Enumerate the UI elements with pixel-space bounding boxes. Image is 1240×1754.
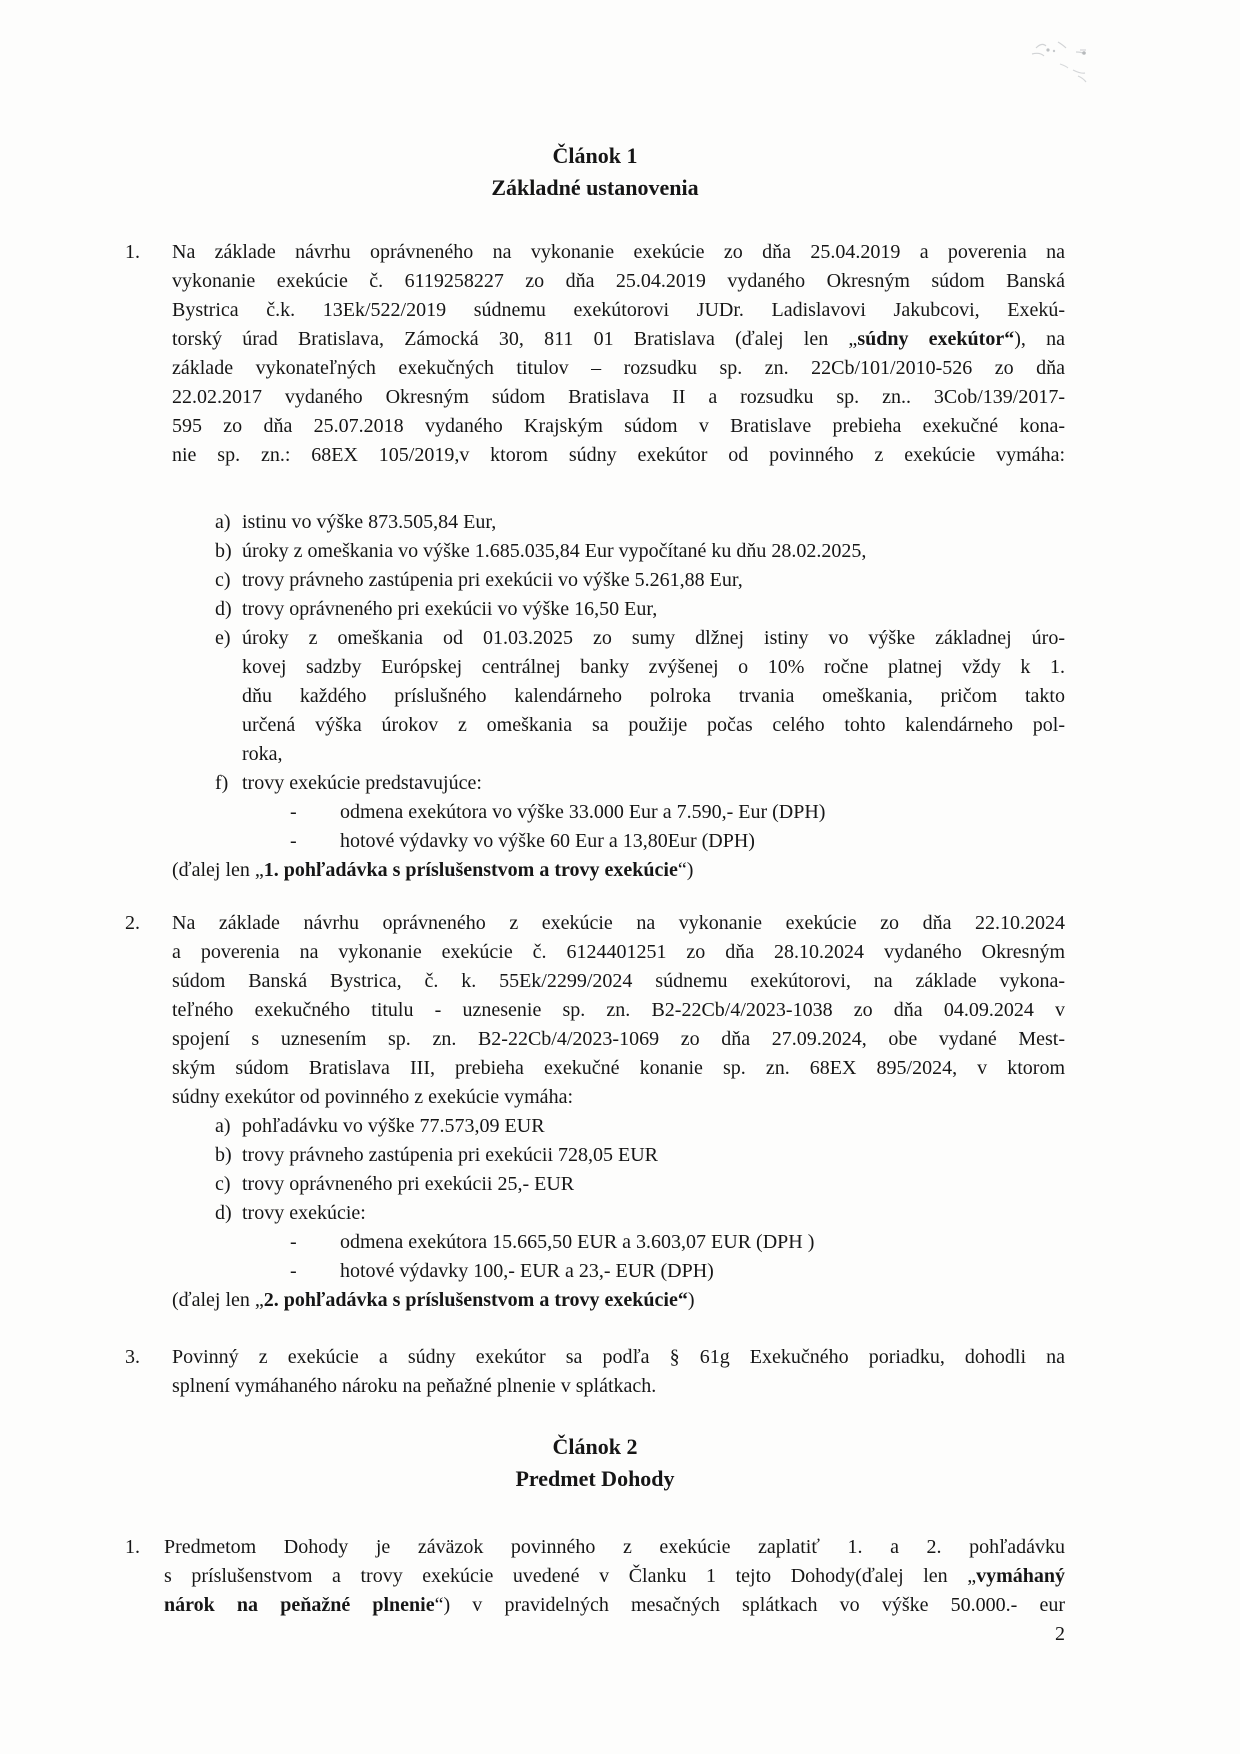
text-line: teľného exekučného titulu - uznesenie sp. zn. B2-22Cb/4/2023-1038 zo dňa 04.09.2024 v xyxy=(172,999,1065,1021)
text-run: “) xyxy=(677,859,694,881)
list-marker: b) xyxy=(215,540,232,562)
text-line: úroky z omeškania od 01.03.2025 zo sumy dlžnej istiny vo výške základnej úro- xyxy=(242,627,1065,649)
text-line: ským súdom Bratislava III, prebieha exekučné konanie sp. zn. 68EX 895/2024, v ktorom xyxy=(172,1057,1065,1079)
article1-paragraph-2 xyxy=(125,909,1065,1315)
list-marker: d) xyxy=(215,1202,232,1224)
list-item-d xyxy=(215,1199,1065,1228)
list-marker: e) xyxy=(215,627,231,649)
text-line: spojení s uznesením sp. zn. B2-22Cb/4/2023-1069 zo dňa 27.09.2024, obe vydané Mest- xyxy=(172,1028,1065,1050)
list-marker: b) xyxy=(215,1144,232,1166)
paragraph-number: 3. xyxy=(125,1346,140,1368)
list-marker: d) xyxy=(215,598,232,620)
list-item-text: trovy právneho zastúpenia pri exekúcii vo výške 5.261,88 Eur, xyxy=(242,569,743,591)
paragraph-body xyxy=(164,1533,1065,1620)
paragraph-body xyxy=(172,238,1065,885)
list-marker: c) xyxy=(215,1173,231,1195)
list-marker: a) xyxy=(215,511,231,533)
list-item-text: pohľadávku vo výške 77.573,09 EUR xyxy=(242,1115,545,1137)
paragraph-number: 1. xyxy=(125,1536,140,1558)
article2-subtitle: Predmet Dohody xyxy=(515,1466,675,1491)
text-line: dňu každého príslušného kalendárneho polroka trvania omeškania, pričom takto xyxy=(242,685,1065,707)
paragraph-body xyxy=(172,909,1065,1315)
text-run: (ďalej len „ xyxy=(172,859,264,881)
text-run: ), na xyxy=(1014,328,1065,350)
list-item-f xyxy=(215,769,1065,798)
text-line: a poverenia na vykonanie exekúcie č. 6124401251 zo dňa 28.10.2024 vydaného Okresným xyxy=(172,941,1065,963)
list-item-text: trovy oprávneného pri exekúcii vo výške 16,50 Eur, xyxy=(242,598,658,620)
dash-marker: - xyxy=(290,1231,297,1253)
text-line: základe vykonateľných exekučných titulov – rozsudku sp. zn. 22Cb/101/2010-526 zo dňa xyxy=(172,357,1065,379)
text-run: (ďalej len „ xyxy=(172,1289,264,1311)
paragraph-number: 2. xyxy=(125,912,140,934)
page-number: 2 xyxy=(1055,1623,1065,1645)
dash-item-text: hotové výdavky 100,- EUR a 23,- EUR (DPH) xyxy=(340,1260,714,1282)
bold-run-claim-2: 2. pohľadávka s príslušenstvom a trovy exekúcie“ xyxy=(263,1289,688,1311)
article1-paragraph-3 xyxy=(125,1343,1065,1401)
dash-item xyxy=(290,1257,1065,1286)
closing-definition-2 xyxy=(172,1286,1065,1315)
text-line: kovej sadzby Európskej centrálnej banky zvýšenej o 10% ročne platnej vždy k 1. xyxy=(242,656,1065,678)
article1-subtitle: Základné ustanovenia xyxy=(491,175,699,200)
dash-item xyxy=(290,1228,1065,1257)
text-line: roka, xyxy=(242,743,283,765)
dash-item xyxy=(290,798,1065,827)
article1-paragraph-1 xyxy=(125,238,1065,885)
list-marker: a) xyxy=(215,1115,231,1137)
text-line xyxy=(164,1562,1065,1591)
text-line: vykonanie exekúcie č. 6119258227 zo dňa 25.04.2019 vydaného Okresným súdom Banská xyxy=(172,270,1065,292)
dash-item-text: odmena exekútora 15.665,50 EUR a 3.603,07 EUR (DPH ) xyxy=(340,1231,815,1253)
text-line xyxy=(164,1591,1065,1620)
paragraph-body xyxy=(172,1343,1065,1401)
list-item-d xyxy=(215,595,1065,624)
text-line: Na základe návrhu oprávneného z exekúcie na vykonanie exekúcie zo dňa 22.10.2024 xyxy=(172,912,1065,934)
claim-list-1 xyxy=(172,508,1065,856)
list-item-text: trovy oprávneného pri exekúcii 25,- EUR xyxy=(242,1173,575,1195)
text-run: ) xyxy=(687,1289,695,1311)
list-item-a xyxy=(215,508,1065,537)
text-line: Predmetom Dohody je záväzok povinného z exekúcie zaplatiť 1. a 2. pohľadávku xyxy=(164,1536,1065,1558)
bold-run-claim-1: 1. pohľadávka s príslušenstvom a trovy exekúcie xyxy=(263,859,678,881)
text-run: “) v pravidelných mesačných splátkach vo výške 50.000.- eur xyxy=(434,1594,1065,1616)
list-item-text: trovy právneho zastúpenia pri exekúcii 728,05 EUR xyxy=(242,1144,658,1166)
list-item-e xyxy=(215,624,1065,769)
list-item-b xyxy=(215,537,1065,566)
document-content xyxy=(125,140,1065,1649)
paragraph-number: 1. xyxy=(125,241,140,263)
list-item-b xyxy=(215,1141,1065,1170)
text-line: súdny exekútor od povinného z exekúcie vymáha: xyxy=(172,1086,573,1108)
text-line: 22.02.2017 vydaného Okresným súdom Bratislava II a rozsudku sp. zn.. 3Cob/139/2017- xyxy=(172,386,1065,408)
list-marker: f) xyxy=(215,772,229,794)
list-item-text: trovy exekúcie: xyxy=(242,1202,366,1224)
text-run: s príslušenstvom a trovy exekúcie uvedené v Članku 1 tejto Dohody(ďalej len „ xyxy=(164,1565,977,1587)
dash-marker: - xyxy=(290,830,297,852)
list-item-text: trovy exekúcie predstavujúce: xyxy=(242,772,482,794)
list-item-text xyxy=(242,624,1065,769)
text-line: súdom Banská Bystrica, č. k. 55Ek/2299/2024 súdnemu exekútorovi, na základe vykona- xyxy=(172,970,1065,992)
dash-marker: - xyxy=(290,801,297,823)
text-line: Na základe návrhu oprávneného na vykonanie exekúcie zo dňa 25.04.2019 a poverenia na xyxy=(172,241,1065,263)
dash-item xyxy=(290,827,1065,856)
claim-list-2 xyxy=(172,1112,1065,1286)
text-line: určená výška úrokov z omeškania sa použije počas celého tohto kalendárneho pol- xyxy=(242,714,1065,736)
text-line: Povinný z exekúcie a súdny exekútor sa podľa § 61g Exekučného poriadku, dohodli na xyxy=(172,1346,1065,1368)
text-run: torský úrad Bratislava, Zámocká 30, 811 01 Bratislava (ďalej len „ xyxy=(172,328,858,350)
bold-run-vymahany: vymáhaný xyxy=(976,1565,1065,1587)
list-marker: c) xyxy=(215,569,231,591)
bold-run-narok: nárok na peňažné plnenie xyxy=(164,1594,435,1616)
text-line: nie sp. zn.: 68EX 105/2019,v ktorom súdny exekútor od povinného z exekúcie vymáha: xyxy=(172,444,1065,466)
text-line: splnení vymáhaného nároku na peňažné plnenie v splátkach. xyxy=(172,1375,657,1397)
article1-title: Článok 1 xyxy=(552,143,638,168)
list-item-text: istinu vo výške 873.505,84 Eur, xyxy=(242,511,497,533)
text-line: Bystrica č.k. 13Ek/522/2019 súdnemu exekútorovi JUDr. Ladislavovi Jakubcovi, Exekú- xyxy=(172,299,1065,321)
list-item-c xyxy=(215,1170,1065,1199)
closing-definition-1 xyxy=(172,856,1065,885)
dash-item-text: hotové výdavky vo výške 60 Eur a 13,80Eur (DPH) xyxy=(340,830,755,852)
text-line: 595 zo dňa 25.07.2018 vydaného Krajským súdom v Bratislave prebieha exekučné kona- xyxy=(172,415,1065,437)
list-item-text: úroky z omeškania vo výške 1.685.035,84 Eur vypočítané ku dňu 28.02.2025, xyxy=(242,540,867,562)
article2-title: Článok 2 xyxy=(552,1434,638,1459)
dash-marker: - xyxy=(290,1260,297,1282)
article2-paragraph-1 xyxy=(125,1533,1065,1620)
text-line xyxy=(172,325,1065,354)
bold-run-sudny-exekutor: súdny exekútor“ xyxy=(857,328,1015,350)
list-item-a xyxy=(215,1112,1065,1141)
scan-artifact xyxy=(1018,30,1108,110)
dash-item-text: odmena exekútora vo výške 33.000 Eur a 7.590,- Eur (DPH) xyxy=(340,801,826,823)
list-item-c xyxy=(215,566,1065,595)
